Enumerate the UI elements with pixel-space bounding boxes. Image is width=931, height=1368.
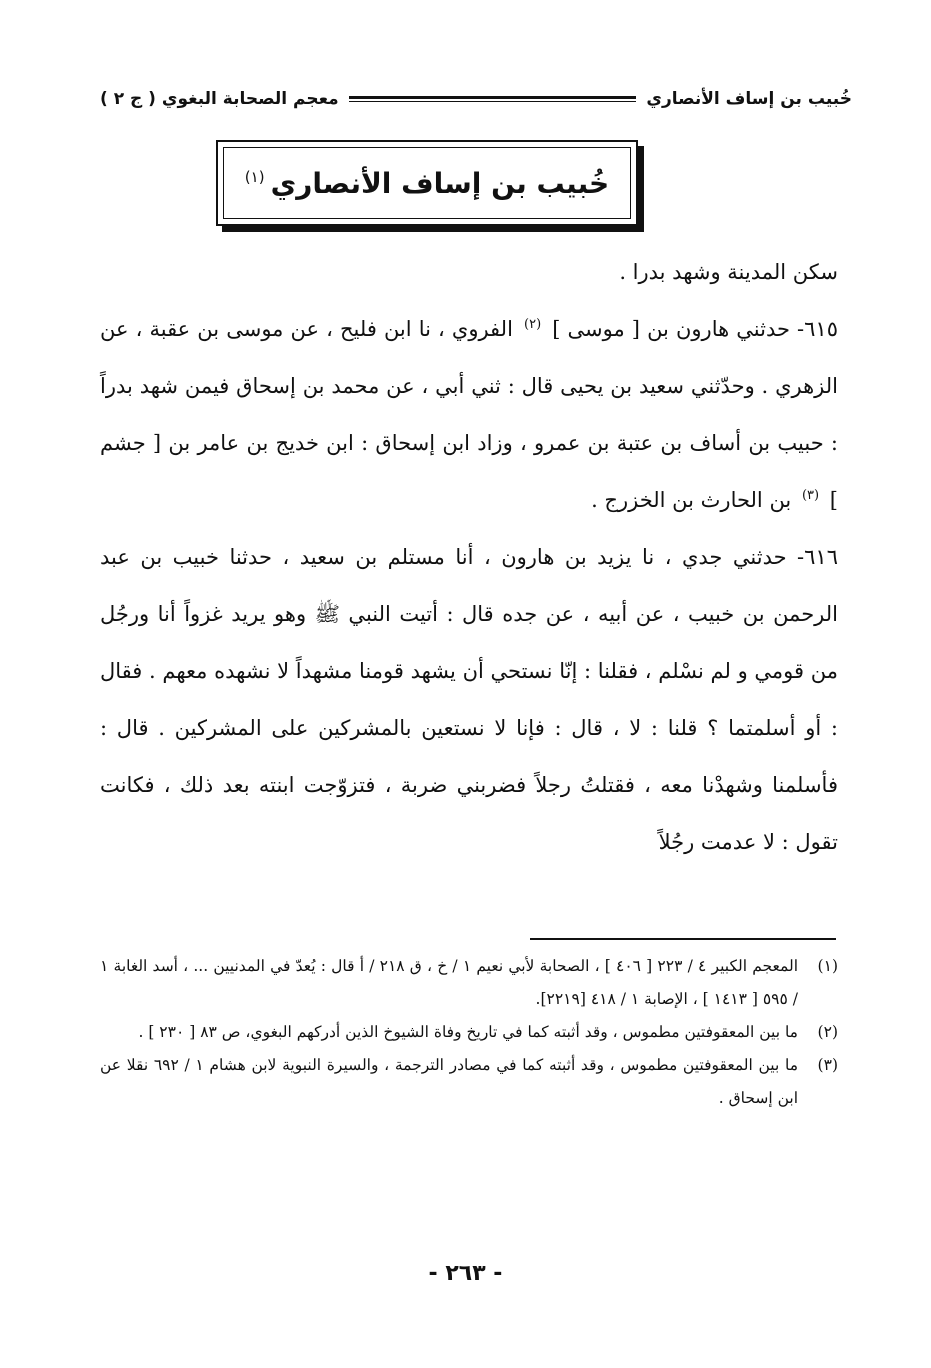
- running-header-book: معجم الصحابة البغوي ( ج ٢ ): [100, 89, 339, 109]
- paragraph-615-part3: بن الحارث بن الخزرج .: [591, 488, 792, 512]
- paragraph-616: ٦١٦- حدثني جدي ، نا يزيد بن هارون ، أنا مستلم بن سعيد ، حدثنا خبيب بن عبد الرحمن بن خبيب ، عن أبيه ، عن جده قال : أتيت النبي ﷺ وهو يريد غزواً أنا ورجُل من قومي و لم نسْلم ، فقلنا : إنّا نستحي أن يشهد قومنا مشهداً لا نشهده معهم . فقال : أو أسلمتما ؟ قلنا : لا ، قال : فإنا لا نستعين بالمشركين على المشركين . قال : فأسلمنا وشهدْنا معه ، فقتلتُ رجلاً فضربني ضربة ، فتزوّجت ابنته بعد ذلك ، فكانت تقول : لا عدمت رجُلاً: [100, 545, 838, 854]
- footnote-text: المعجم الكبير ٤ / ٢٢٣ [ ٤٠٦ ] ، الصحابة لأبي نعيم ١ / خ ، ق ٢١٨ / أ قال : يُعدّ في المدنيين ... ، أسد الغابة ١ / ٥٩٥ [ ١٤١٣ ] ، الإصابة ١ / ٤١٨ [٢٢١٩].: [100, 957, 799, 1008]
- entry-title-text: خُبيب بن إساف الأنصاري: [270, 166, 610, 200]
- footnote-1: [100, 950, 838, 1016]
- page-number: - ٢٦٣ -: [428, 1261, 503, 1286]
- running-header: [100, 86, 852, 112]
- footnotes: [100, 950, 838, 1115]
- footnote-3: [100, 1049, 838, 1115]
- body-text: [100, 244, 838, 871]
- entry-title: [245, 167, 609, 200]
- paragraph-615: [100, 301, 838, 529]
- entry-title-box: [216, 140, 638, 226]
- footnote-number: (٣): [817, 1056, 838, 1074]
- footnote-2: [100, 1016, 838, 1049]
- footnote-number: (٢): [817, 1023, 838, 1041]
- footnote-separator: [530, 938, 836, 940]
- footnote-ref-3: (٣): [801, 488, 820, 503]
- paragraph-615-part2: الفروي ، نا ابن فليح ، عن موسى بن عقبة ، عن الزهري . وحدّثني سعيد بن يحيى قال : ثني أبي ، عن محمد بن إسحاق فيمن شهد بدراً : حبيب بن أساف بن عتبة بن عمرو ، وزاد ابن إسحاق : ابن خديج بن عامر بن [ جشم ]: [100, 317, 838, 512]
- footnote-text: ما بين المعقوفتين مطموس ، وقد أثبته كما في تاريخ وفاة الشيوخ الذين أدركهم البغوي، ص ٨٣ [ ٢٣٠ ] .: [138, 1023, 798, 1041]
- footnote-text: ما بين المعقوفتين مطموس ، وقد أثبته كما في مصادر الترجمة ، والسيرة النبوية لابن هشام ١ / ٦٩٢ نقلا عن ابن إسحاق .: [100, 1056, 799, 1107]
- running-header-entry: خُبيب بن إساف الأنصاري: [646, 89, 852, 109]
- footnote-ref-2: (٢): [524, 317, 542, 332]
- paragraph-615-part1: ٦١٥- حدثني هارون بن [ موسى ]: [552, 317, 838, 341]
- paragraph-intro: سكن المدينة وشهد بدرا .: [619, 260, 838, 284]
- footnote-number: (١): [817, 957, 838, 975]
- title-footnote-marker: (١): [244, 168, 265, 187]
- running-header-rule: [349, 96, 637, 102]
